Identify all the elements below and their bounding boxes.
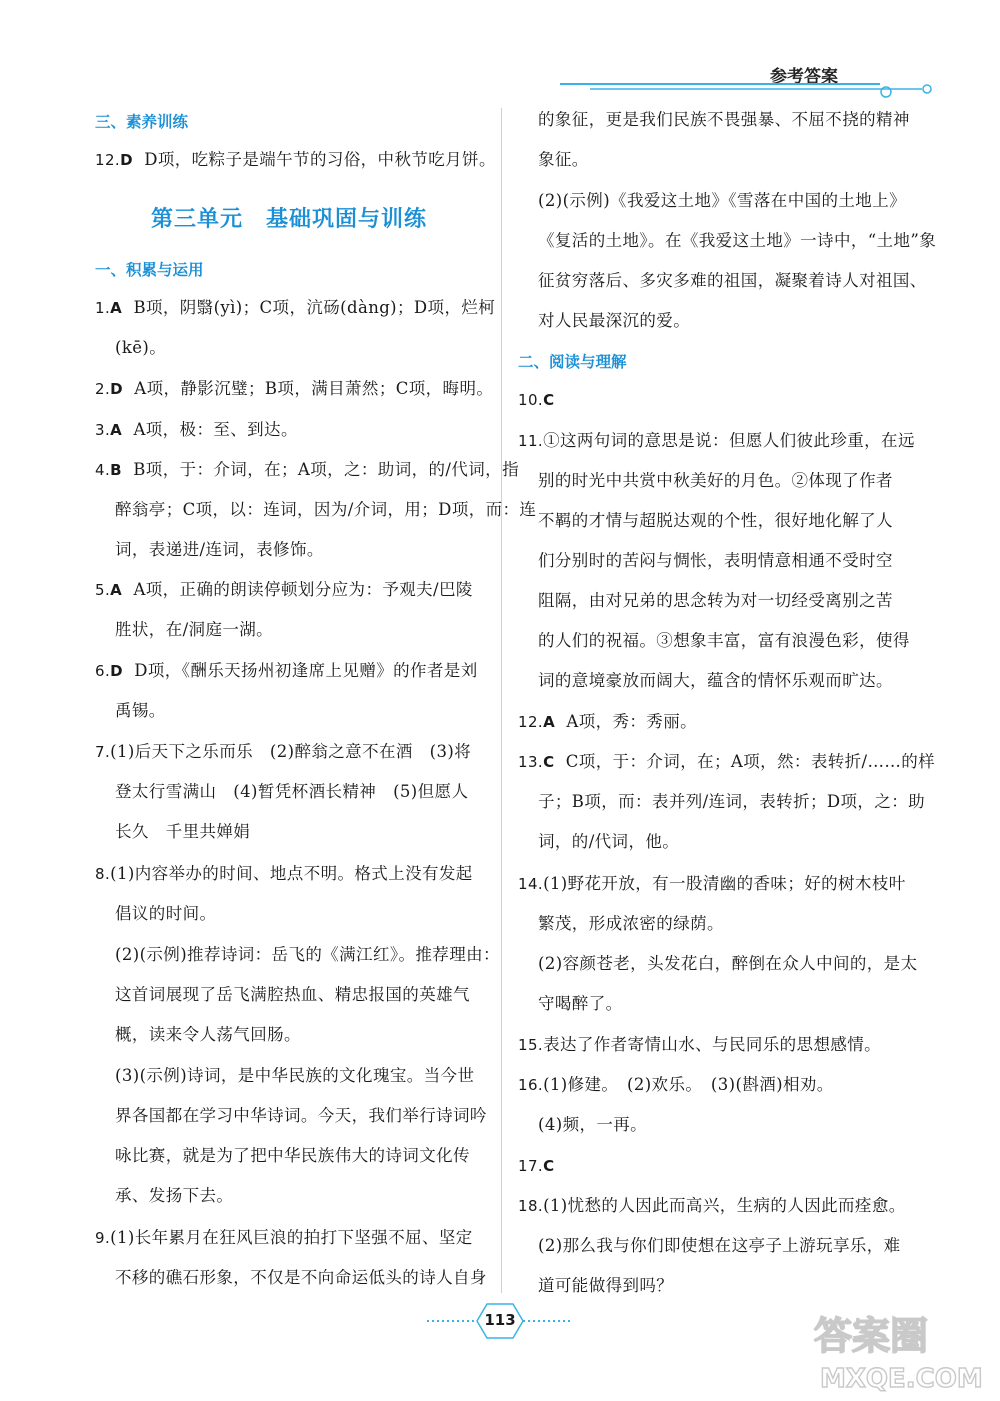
header-decoration [560, 78, 935, 100]
q18: 18.(1)忧愁的人因此而高兴，生病的人因此而痊愈。 [518, 1196, 906, 1215]
q8-line6: (3)(示例)诗词，是中华民族的文化瑰宝。当今世 [115, 1066, 475, 1085]
q1-line2: (kē)。 [115, 338, 167, 357]
q5-line2: 胜状，在/洞庭一湖。 [115, 620, 274, 639]
q4: 4.B B项，于：介词，在；A项，之：助词，的/代词，指 [95, 460, 519, 479]
q8-line2: 倡议的时间。 [115, 904, 217, 923]
q9-line6: 《复活的土地》。在《我爱这土地》一诗中，“土地”象 [538, 231, 937, 250]
section-heading-jilei: 一、积累与运用 [95, 261, 204, 279]
q11: 11.①这两句词的意思是说：但愿人们彼此珍重，在远 [518, 431, 915, 450]
q1: 1.A B项，阴翳(yì)；C项，沆砀(dàng)；D项，烂柯 [95, 298, 496, 317]
section-heading-suyang: 三、素养训练 [95, 113, 189, 131]
unit-title: 第三单元 基础巩固与训练 [151, 207, 428, 232]
q11-line4: 们分别时的苦闷与惆怅，表明情意相通不受时空 [538, 551, 893, 570]
q11-line5: 阻隔，由对兄弟的思念转为对一切经受离别之苦 [538, 591, 893, 610]
q8-line3: (2)(示例)推荐诗词：岳飞的《满江红》。推荐理由： [115, 945, 500, 964]
q14-line2: 繁茂，形成浓密的绿荫。 [538, 914, 724, 933]
q11-line3: 不羁的才情与超脱达观的个性，很好地化解了人 [538, 511, 893, 530]
q13-line3: 词，的/代词，他。 [538, 832, 680, 851]
q5: 5.A A项，正确的朗读停顿划分应为：予观夫/巴陵 [95, 580, 473, 599]
q8-line5: 概，读来令人荡气回肠。 [115, 1025, 301, 1044]
q9-line3: 的象征，更是我们民族不畏强暴、不屈不挠的精神 [538, 110, 910, 129]
q12: 12.A A项，秀：秀丽。 [518, 712, 697, 731]
q8-line7: 界各国都在学习中华诗词。今天，我们举行诗词吟 [115, 1106, 487, 1125]
q15: 15.表达了作者寄情山水、与民同乐的思想感情。 [518, 1035, 882, 1054]
q7-line3: 长久 千里共婵娟 [115, 822, 251, 841]
q10: 10.C [518, 391, 555, 409]
page-number: 113 [484, 1311, 516, 1329]
q3: 3.A A项，极：至、到达。 [95, 420, 298, 439]
q11-line2: 别的时光中共赏中秋美好的月色。②体现了作者 [538, 471, 893, 490]
q9-line4: 象征。 [538, 150, 589, 169]
q11-line7: 词的意境豪放而阔大，蕴含的情怀乐观而旷达。 [538, 671, 893, 690]
q14: 14.(1)野花开放，有一股清幽的香味；好的树木枝叶 [518, 874, 906, 893]
q7: 7.(1)后天下之乐而乐 (2)醉翁之意不在酒 (3)将 [95, 742, 472, 761]
q16-line2: (4)频，一再。 [538, 1115, 648, 1134]
q12-left: 12.D D项，吃粽子是端午节的习俗，中秋节吃月饼。 [95, 150, 496, 169]
q9-line7: 征贫穷落后、多灾多难的祖国，凝聚着诗人对祖国、 [538, 271, 927, 290]
q16: 16.(1)修建。 (2)欢乐。 (3)(斟酒)相劝。 [518, 1075, 834, 1094]
q13: 13.C C项，于：介词，在；A项，然：表转折/……的样 [518, 752, 936, 771]
q7-line2: 登太行雪满山 (4)暂凭杯酒长精神 (5)但愿人 [115, 782, 469, 801]
header-label: 参考答案 [770, 67, 838, 87]
q14-line3: (2)容颜苍老，头发花白，醉倒在众人中间的，是太 [538, 954, 918, 973]
section-heading-yuedu: 二、阅读与理解 [518, 353, 627, 371]
q11-line6: 的人们的祝福。③想象丰富，富有浪漫色彩，使得 [538, 631, 910, 650]
q9-line2: 不移的礁石形象，不仅是不向命运低头的诗人自身 [115, 1268, 487, 1287]
q9: 9.(1)长年累月在狂风巨浪的拍打下坚强不屈、坚定 [95, 1228, 473, 1247]
q9-line8: 对人民最深沉的爱。 [538, 311, 691, 330]
q18-line3: 道可能做得到吗？ [538, 1276, 674, 1295]
svg-text:答案圈: 答案圈 [814, 1314, 929, 1358]
q8-line4: 这首词展现了岳飞满腔热血、精忠报国的英雄气 [115, 985, 470, 1004]
svg-text:MXQE.COM: MXQE.COM [820, 1364, 983, 1394]
q8-line9: 承、发扬下去。 [115, 1186, 234, 1205]
q8: 8.(1)内容举办的时间、地点不明。格式上没有发起 [95, 864, 473, 883]
q14-line4: 守喝醉了。 [538, 994, 623, 1013]
q4-line2: 醉翁亭；C项，以：连词，因为/介词，用；D项，而：连 [115, 500, 537, 519]
q2: 2.D A项，静影沉璧；B项，满目萧然；C项，晦明。 [95, 379, 494, 398]
q4-line3: 词，表递进/连词，表修饰。 [115, 540, 324, 559]
q9-line5: (2)(示例)《我爱这土地》《雪落在中国的土地上》 [538, 191, 906, 210]
watermark-logo [806, 1305, 996, 1395]
column-divider [501, 108, 502, 1293]
q13-line2: 子；B项，而：表并列/连词，表转折；D项，之：助 [538, 792, 926, 811]
q6-line2: 禹锡。 [115, 701, 166, 720]
q18-line2: (2)那么我与你们即使想在这亭子上游玩享乐，难 [538, 1236, 901, 1255]
q17: 17.C [518, 1157, 555, 1175]
q6: 6.D D项，《酬乐天扬州初逢席上见赠》的作者是刘 [95, 661, 478, 680]
q8-line8: 咏比赛，就是为了把中华民族伟大的诗词文化传 [115, 1146, 470, 1165]
